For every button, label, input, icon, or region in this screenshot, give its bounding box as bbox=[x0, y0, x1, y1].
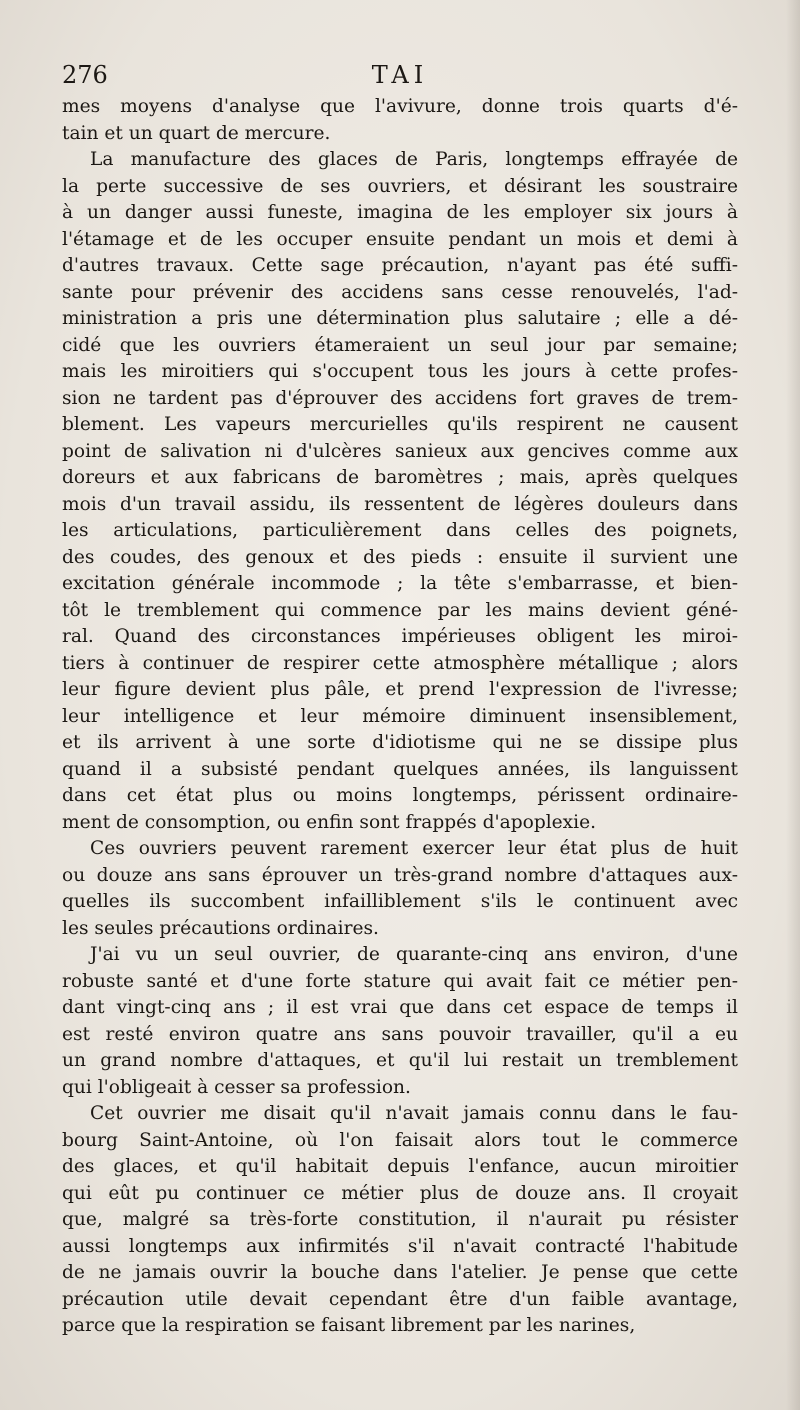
text-line: dant vingt-cinq ans ; il est vrai que dans cet espace de temps il bbox=[62, 997, 738, 1018]
text-line: excitation générale incommode ; la tête s'embarrasse, et bien- bbox=[62, 573, 738, 594]
text-line: leur figure devient plus pâle, et prend l'expression de l'ivresse; bbox=[62, 679, 738, 700]
text-line: des glaces, et qu'il habitait depuis l'enfance, aucun miroitier bbox=[62, 1156, 738, 1177]
text-line: ministration a pris une détermination plus salutaire ; elle a dé- bbox=[62, 308, 738, 329]
text-line: mois d'un travail assidu, ils ressentent de légères douleurs dans bbox=[62, 493, 738, 515]
text-line: la perte successive de ses ouvriers, et désirant les soustraire bbox=[62, 175, 738, 197]
text-line: mais les miroitiers qui s'occupent tous les jours à cette profes- bbox=[62, 361, 738, 382]
text-line: tôt le tremblement qui commence par les mains devient géné- bbox=[62, 599, 738, 621]
text-line: un grand nombre d'attaques, et qu'il lui restait un tremblement bbox=[62, 1050, 738, 1071]
paragraph bbox=[62, 94, 738, 147]
text-line: mes moyens d'analyse que l'avivure, donne trois quarts d'é- bbox=[62, 96, 738, 117]
body-text bbox=[62, 94, 738, 1340]
text-line: point de salivation ni d'ulcères sanieux aux gencives comme aux bbox=[62, 440, 738, 462]
text-line: doreurs et aux fabricans de baromètres ; mais, après quelques bbox=[62, 467, 738, 488]
text-line: bourg Saint-Antoine, où l'on faisait alors tout le commerce bbox=[62, 1129, 738, 1151]
text-line: cidé que les ouvriers étameraient un seul jour par semaine; bbox=[62, 334, 738, 356]
text-line: et ils arrivent à une sorte d'idiotisme qui ne se dissipe plus bbox=[62, 732, 738, 753]
text-line: les articulations, particulièrement dans celles des poignets, bbox=[62, 520, 738, 541]
text-line: blement. Les vapeurs mercurielles qu'ils respirent ne causent bbox=[62, 414, 738, 435]
running-head: TAI bbox=[371, 61, 429, 89]
text-line: ou douze ans sans éprouver un très-grand nombre d'attaques aux- bbox=[62, 864, 738, 886]
text-line: précaution utile devait cependant être d'un faible avantage, bbox=[62, 1288, 738, 1310]
text-line: La manufacture des glaces de Paris, longtemps effrayée de bbox=[90, 149, 738, 170]
text-line: Cet ouvrier me disait qu'il n'avait jamais connu dans le fau- bbox=[90, 1103, 738, 1124]
text-line: parce que la respiration se faisant librement par les narines, bbox=[62, 1315, 636, 1336]
page-header bbox=[62, 58, 738, 92]
paragraph bbox=[62, 836, 738, 942]
page-edge-shadow bbox=[786, 0, 800, 1410]
text-line: quand il a subsisté pendant quelques années, ils languissent bbox=[62, 758, 738, 780]
text-line: que, malgré sa très-forte constitution, il n'aurait pu résister bbox=[62, 1209, 738, 1230]
text-line: ment de consomption, ou enfin sont frappés d'apoplexie. bbox=[62, 811, 597, 833]
text-line: d'autres travaux. Cette sage précaution, n'ayant pas été suffi- bbox=[62, 255, 738, 276]
text-line: qui l'obligeait à cesser sa profession. bbox=[62, 1076, 411, 1098]
text-line: sion ne tardent pas d'éprouver des accidens fort graves de trem- bbox=[62, 387, 738, 409]
paragraph bbox=[62, 1101, 738, 1340]
text-line: ral. Quand des circonstances impérieuses obligent les miroi- bbox=[62, 626, 738, 647]
text-line: quelles ils succombent infailliblement s'ils le continuent avec bbox=[62, 891, 738, 912]
text-line: à un danger aussi funeste, imagina de les employer six jours à bbox=[62, 202, 738, 223]
text-line: dans cet état plus ou moins longtemps, périssent ordinaire- bbox=[62, 785, 738, 806]
text-line: tain et un quart de mercure. bbox=[62, 122, 331, 144]
text-line: sante pour prévenir des accidens sans cesse renouvelés, l'ad- bbox=[62, 281, 738, 303]
page-number: 276 bbox=[62, 61, 108, 89]
text-line: des coudes, des genoux et des pieds : ensuite il survient une bbox=[62, 546, 738, 568]
text-line: Ces ouvriers peuvent rarement exercer leur état plus de huit bbox=[90, 838, 738, 859]
text-line: tiers à continuer de respirer cette atmosphère métallique ; alors bbox=[62, 652, 738, 674]
text-line: qui eût pu continuer ce métier plus de douze ans. Il croyait bbox=[62, 1182, 738, 1204]
text-line: leur intelligence et leur mémoire diminuent insensiblement, bbox=[62, 705, 738, 727]
text-line: les seules précautions ordinaires. bbox=[62, 917, 379, 939]
text-line: l'étamage et de les occuper ensuite pendant un mois et demi à bbox=[62, 228, 738, 250]
paragraph bbox=[62, 147, 738, 836]
text-line: aussi longtemps aux infirmités s'il n'avait contracté l'habitude bbox=[62, 1235, 738, 1257]
text-line: est resté environ quatre ans sans pouvoir travailler, qu'il a eu bbox=[62, 1023, 738, 1045]
text-line: J'ai vu un seul ouvrier, de quarante-cinq ans environ, d'une bbox=[90, 944, 738, 965]
paragraph bbox=[62, 942, 738, 1101]
text-line: robuste santé et d'une forte stature qui avait fait ce métier pen- bbox=[62, 970, 738, 992]
text-line: de ne jamais ouvrir la bouche dans l'atelier. Je pense que cette bbox=[62, 1262, 738, 1283]
